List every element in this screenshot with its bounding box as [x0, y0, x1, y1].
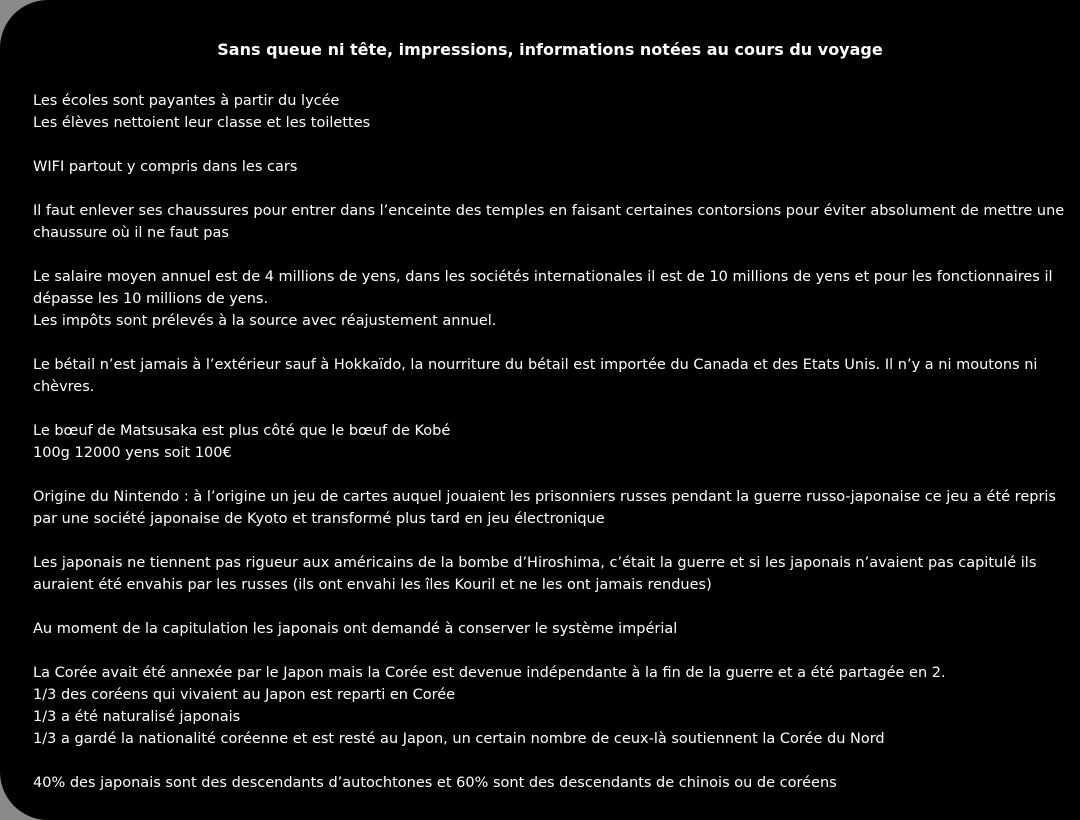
paragraph — [33, 354, 1073, 398]
paragraph-line: Il faut enlever ses chaussures pour entrer dans l’enceinte des temples en faisant certaines contorsions pour éviter absolument de mettre une chaussure où il ne faut pas — [33, 203, 1065, 241]
paragraph-line: 40% des japonais sont des descendants d’autochtones et 60% sont des descendants de chinois ou de coréens — [33, 775, 837, 791]
paragraph-line: 1/3 des coréens qui vivaient au Japon est reparti en Corée — [33, 687, 456, 703]
paragraph — [33, 266, 1073, 332]
paragraph-line: Le salaire moyen annuel est de 4 millions de yens, dans les sociétés internationales il est de 10 millions de yens et pour les fonctionnaires il dépasse les 10 millions de yens. — [33, 269, 1053, 307]
paragraph — [33, 420, 1073, 464]
paragraph-line: Le bétail n’est jamais à l’extérieur sauf à Hokkaïdo, la nourriture du bétail est importée du Canada et des Etats Unis. Il n’y a ni moutons ni chèvres. — [33, 357, 1038, 395]
paragraph — [33, 618, 1073, 640]
paragraph-line: Les élèves nettoient leur classe et les toilettes — [33, 115, 371, 131]
paragraph-line: Au moment de la capitulation les japonais ont demandé à conserver le système impérial — [33, 621, 678, 637]
paragraph — [33, 662, 1073, 750]
paragraph-line: Origine du Nintendo : à l’origine un jeu de cartes auquel jouaient les prisonniers russes pendant la guerre russo-japonaise ce jeu a été repris par une société japonaise de Kyoto et transformé plus tard en jeu électronique — [33, 489, 1056, 527]
paragraph — [33, 156, 1073, 178]
paragraph-line: WIFI partout y compris dans les cars — [33, 159, 298, 175]
paragraph-line: Le bœuf de Matsusaka est plus côté que le bœuf de Kobé — [33, 423, 451, 439]
paragraph — [33, 486, 1073, 530]
paragraph-line: La Corée avait été annexée par le Japon mais la Corée est devenue indépendante à la fin de la guerre et a été partagée en 2. — [33, 665, 946, 681]
paragraph-line: 1/3 a été naturalisé japonais — [33, 709, 241, 725]
paragraph — [33, 552, 1073, 596]
paragraph-line: 100g 12000 yens soit 100€ — [33, 445, 232, 461]
paragraph — [33, 772, 1073, 794]
paragraph-line: 1/3 a gardé la nationalité coréenne et est resté au Japon, un certain nombre de ceux-là soutiennent la Corée du Nord — [33, 731, 885, 747]
paragraph — [33, 90, 1073, 134]
paragraph — [33, 200, 1073, 244]
paragraph-line: Les écoles sont payantes à partir du lycée — [33, 93, 340, 109]
document-body — [33, 90, 1073, 794]
paragraph-line: Les japonais ne tiennent pas rigueur aux américains de la bombe d’Hiroshima, c’était la guerre et si les japonais n’avaient pas capitulé ils auraient été envahis par les russes (ils ont envahi les îles Kouril et ne les ont jamais rendues) — [33, 555, 1037, 593]
page-title: Sans queue ni tête, impressions, informations notées au cours du voyage — [217, 40, 883, 59]
paragraph-line: Les impôts sont prélevés à la source avec réajustement annuel. — [33, 313, 497, 329]
